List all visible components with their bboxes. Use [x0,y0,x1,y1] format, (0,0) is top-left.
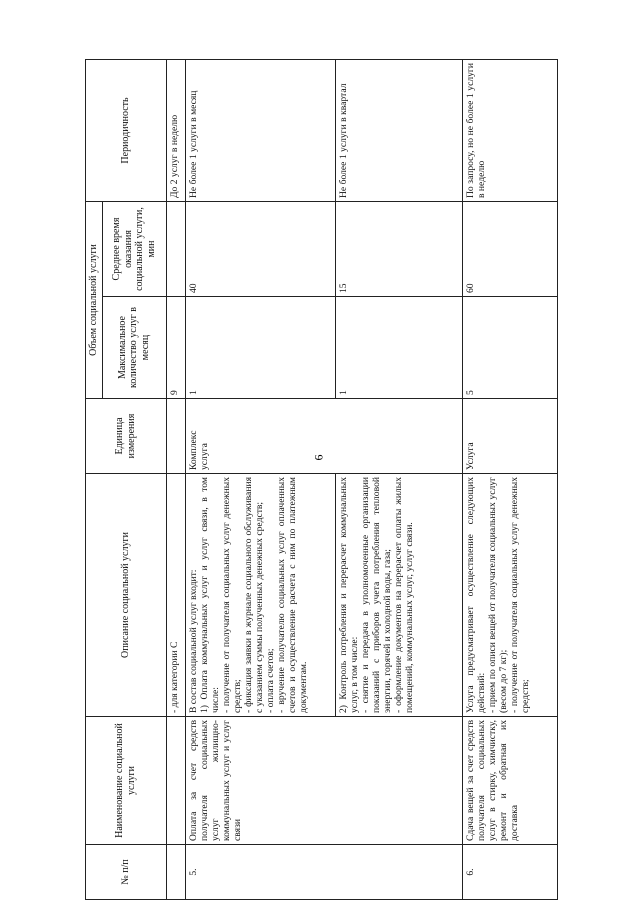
table-row [462,60,557,900]
cell-avg: 40 [185,202,335,297]
cell-unit [166,399,185,474]
cell-max: 1 [185,297,335,399]
cell-max: 1 [335,297,462,399]
cell-period: До 2 услуг в неделю [166,60,185,202]
desc-line: В состав социальной услуг входит: [187,569,199,713]
desc-line: - оформление документов на перерасчет оплаты жилых помещений, коммунальных услуг, услуг связи. [392,477,415,713]
desc-line: - снятие и передача в уполномоченные организации показаний с приборов учета потребления тепловой энергии, горячей и холодной воды, газа; [359,477,393,713]
cell-avg: 60 [462,202,557,297]
header-num: № п/п [86,845,167,900]
cell-name [166,717,185,845]
services-table [85,59,558,900]
table-row [166,60,185,900]
cell-period: Не более 1 услуги в месяц [185,60,335,202]
rotated-page [85,60,535,900]
desc-line: - оплата счетов; [264,648,276,713]
cell-desc: - для категории С [166,474,185,717]
table-row [185,60,335,900]
cell-period: Не более 1 услуги в квартал [335,60,462,202]
cell-desc [185,474,335,717]
header-desc: Описание социальной услуги [86,474,167,717]
header-avg: Среднее время оказания социальной услуги, мин [102,202,166,297]
header-period: Периодичность [86,60,167,202]
cell-desc [462,474,557,717]
cell-unit: Услуга [462,399,557,474]
cell-desc [335,474,462,717]
cell-name: Оплата за счет средств получателя социальных услуг жилищно-коммунальных услуг и услуг связи [185,717,462,845]
cell-period: По запросу, но не более 1 услуги в неделю [462,60,557,202]
cell-unit: Комплекс услуга [185,399,462,474]
desc-line: 2) Контроль потребления и перерасчет коммунальных услуг, в том числе: [337,477,360,713]
header-max: Максимальное количество услуг в месяц [102,297,166,399]
cell-avg: 15 [335,202,462,297]
page-number: 6 [311,454,326,461]
cell-num [166,845,185,900]
desc-line: - прием по описи вещей от получателя социальных услуг (весом до 7 кг); [486,477,509,713]
desc-line: 1) Оплата коммунальных услуг и услуг связи, в том числе: [198,477,221,713]
cell-max: 5 [462,297,557,399]
desc-line: - фиксация заявки в журнале социального обслуживания с указанием суммы полученных денежных средств; [242,477,265,713]
desc-line: Услуга предусматривает осуществление следующих действий: [464,477,487,713]
cell-name: Сдача вещей за счет средств получателя социальных услуг в стирку, химчистку, ремонт и обратная их доставка [462,717,557,845]
cell-max: 9 [166,297,185,399]
header-volume-group: Объем социальной услуги [86,202,103,399]
desc-line: - получение от получателя социальных услуг денежных средств; [508,477,531,713]
cell-num: 6. [462,845,557,900]
desc-line: - вручение получателю социальных услуг оплаченных счетов и осуществление расчета с ним по платежным документам. [275,477,309,713]
cell-avg [166,202,185,297]
header-unit: Единица измерения [86,399,167,474]
header-name: Наименование социальной услуги [86,717,167,845]
cell-num: 5. [185,845,462,900]
desc-line: - получение от получателя социальных услуг денежных средств; [220,477,243,713]
